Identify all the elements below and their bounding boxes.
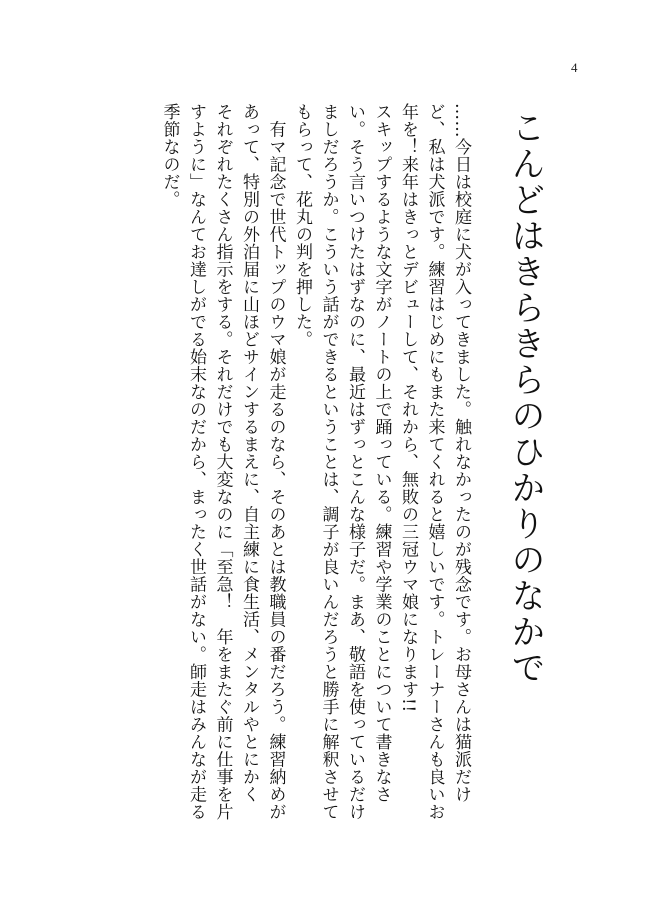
- page-number: 4: [571, 60, 578, 75]
- story-title: こんどはきらきらのひかりのなかで: [505, 110, 545, 686]
- body-line: い。そう言いつけたはずなのに、最近はずっとこんな様子だ。まあ、敬語を使っているだけ: [345, 103, 365, 821]
- body-line: スキップするような文字がノートの上で踊っている。練習や学業のことについて書きなさ: [371, 103, 392, 803]
- body-line: もらって、花丸の判を押した。: [292, 103, 312, 348]
- body-line: それぞれたくさん指示をする。それだけでも大変なのに「至急！ 年をまたぐ前に仕事を片: [212, 103, 233, 821]
- body-line: すように」なんてお達しがでる始末なのだから、まったく世話がない。師走はみんなが走る: [186, 103, 206, 821]
- body-line: 年を！来年はきっとデビューして、それから、無敗の三冠ウマ娘になります!!: [398, 103, 418, 713]
- story-body: [156, 103, 474, 823]
- body-line: 季節なのだ。: [159, 103, 180, 208]
- body-line: ましだろうか。こういう話ができるということは、調子が良いんだろうと勝手に解釈させて: [318, 103, 339, 821]
- body-line: ど、私は犬派です。練習はじめにもまた来てくれると嬉しいです。トレーナーさんも良いお: [424, 103, 445, 821]
- body-line: ……今日は校庭に犬が入ってきました。触れなかったのが残念です。お母さんは猫派だけ: [451, 103, 471, 803]
- body-line: 有マ記念で世代トップのウマ娘が走るのなら、そのあとは教職員の番だろう。練習納めが: [265, 103, 286, 821]
- body-line: あって、特別の外泊届に山ほどサインするまえに、自主練に食生活、メンタルやとにかく: [239, 103, 259, 803]
